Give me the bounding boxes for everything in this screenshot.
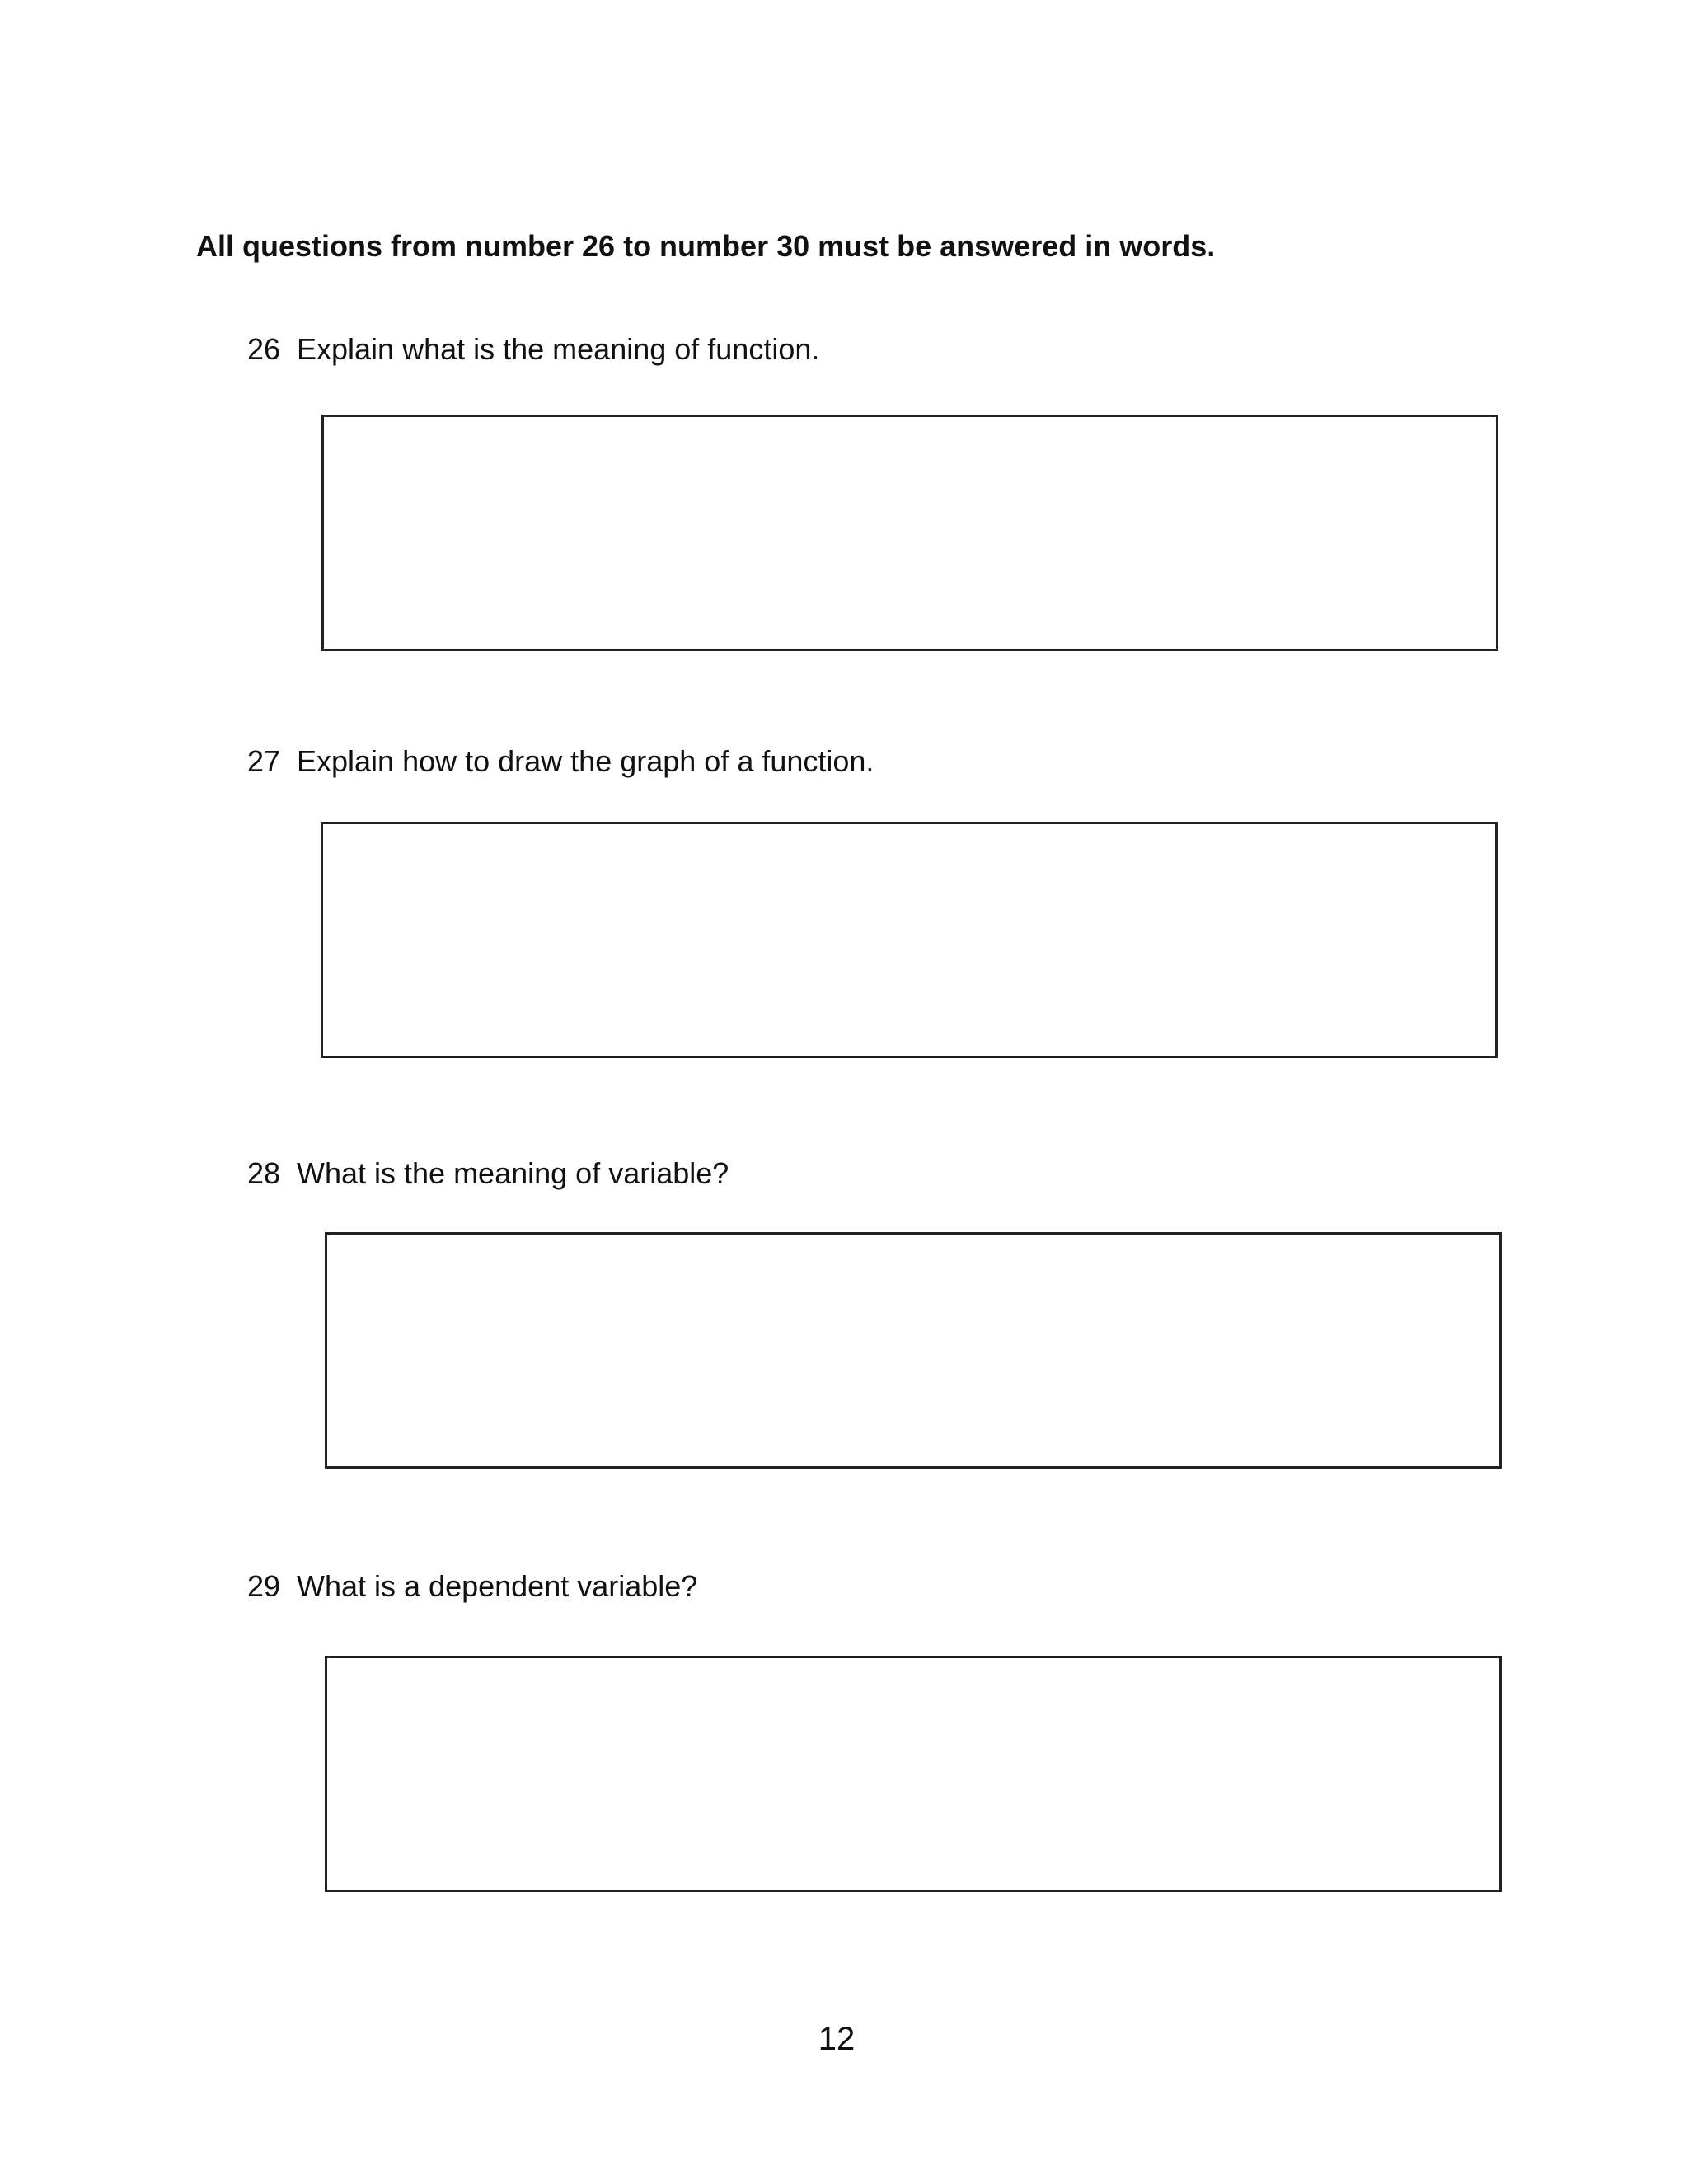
page-number: 12: [818, 2021, 856, 2057]
question-text: What is the meaning of variable?: [297, 1156, 729, 1190]
question-text: Explain what is the meaning of function.: [297, 332, 820, 366]
instruction-heading: All questions from number 26 to number 30 must be answered in words.: [196, 229, 1216, 263]
answer-box-27[interactable]: [321, 822, 1498, 1058]
question-29: [247, 1569, 697, 1604]
question-28: [247, 1156, 729, 1191]
question-number: 27: [247, 744, 281, 778]
question-number: 26: [247, 332, 281, 366]
question-text: Explain how to draw the graph of a function.: [297, 744, 874, 778]
question-26: [247, 332, 819, 367]
answer-box-29[interactable]: [325, 1656, 1502, 1892]
question-text: What is a dependent variable?: [297, 1569, 698, 1603]
answer-box-28[interactable]: [325, 1232, 1502, 1469]
question-27: [247, 744, 874, 779]
question-number: 29: [247, 1569, 281, 1603]
answer-box-26[interactable]: [321, 415, 1498, 651]
question-number: 28: [247, 1156, 281, 1190]
